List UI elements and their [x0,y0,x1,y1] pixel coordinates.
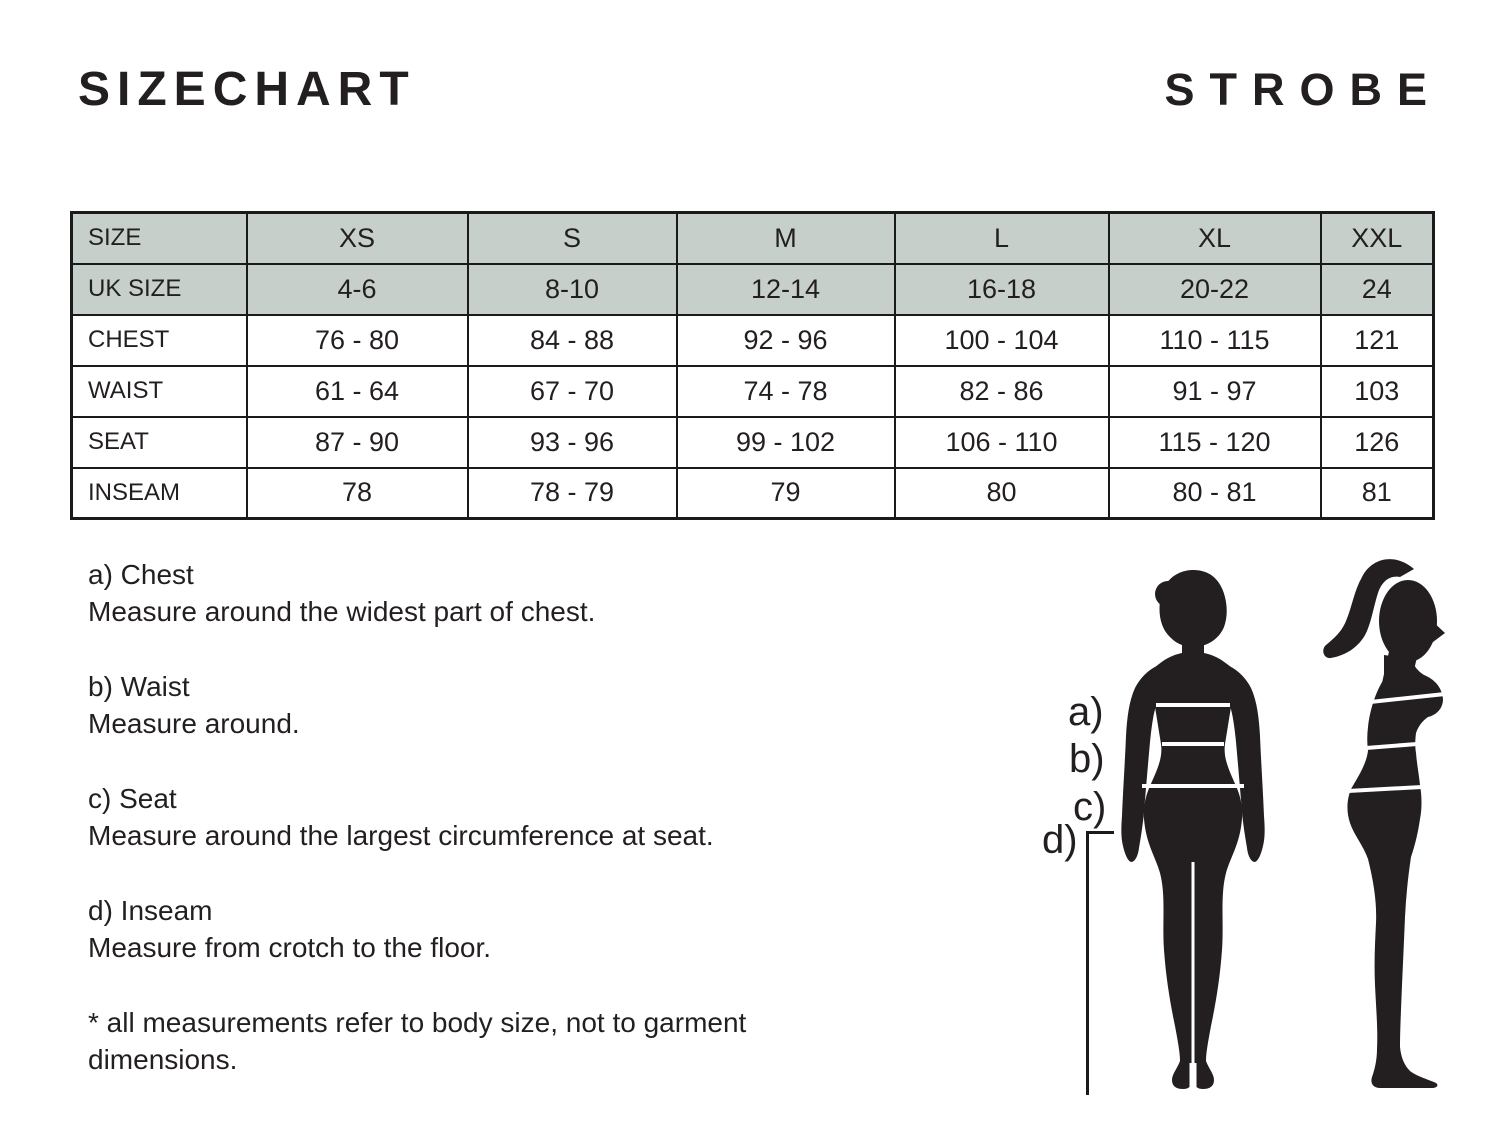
instruction-inseam [88,892,828,966]
figure-label-b: b) [1069,737,1105,781]
brand-logo: STROBE [1164,64,1442,115]
value-cell: 99 - 102 [677,417,895,468]
row-label-cell: CHEST [72,315,247,366]
page-title: SIZECHART [78,63,416,116]
value-cell: 121 [1321,315,1434,366]
value-cell: 126 [1321,417,1434,468]
value-cell: 8-10 [468,264,677,315]
instruction-body: Measure around the largest circumference at seat. [88,820,714,851]
value-cell: 87 - 90 [247,417,468,468]
value-cell: XS [247,213,468,264]
value-cell: 82 - 86 [895,366,1109,417]
instruction-waist [88,668,828,742]
value-cell: 76 - 80 [247,315,468,366]
table-row-seat [72,417,1434,468]
value-cell: 100 - 104 [895,315,1109,366]
size-table [70,211,1435,520]
value-cell: 93 - 96 [468,417,677,468]
table-row-chest [72,315,1434,366]
instruction-chest [88,556,828,630]
measuring-instructions [88,556,828,1078]
value-cell: 79 [677,468,895,519]
instruction-heading: d) Inseam [88,895,213,926]
value-cell: 20-22 [1109,264,1321,315]
value-cell: 106 - 110 [895,417,1109,468]
side-nose [1429,619,1445,645]
value-cell: 84 - 88 [468,315,677,366]
instruction-body: Measure from crotch to the floor. [88,932,492,963]
instruction-heading: c) Seat [88,783,177,814]
front-silhouette-icon [1118,566,1268,1096]
footnote: * all measurements refer to body size, not to garment dimensions. [88,1007,747,1075]
instruction-seat [88,780,828,854]
value-cell: 110 - 115 [1109,315,1321,366]
inseam-bracket-top [1086,831,1114,834]
value-cell: S [468,213,677,264]
inseam-bracket-line [1086,831,1089,1095]
figure-label-a: a) [1068,690,1104,734]
instruction-body: Measure around. [88,708,300,739]
side-silhouette-icon [1318,551,1478,1096]
value-cell: 81 [1321,468,1434,519]
value-cell: 4-6 [247,264,468,315]
value-cell: 103 [1321,366,1434,417]
value-cell: 91 - 97 [1109,366,1321,417]
row-label-cell: SIZE [72,213,247,264]
table-row-inseam [72,468,1434,519]
table-row-size [72,213,1434,264]
value-cell: 80 - 81 [1109,468,1321,519]
value-cell: 24 [1321,264,1434,315]
side-head [1379,580,1437,662]
instruction-heading: a) Chest [88,559,194,590]
value-cell: 78 [247,468,468,519]
value-cell: 92 - 96 [677,315,895,366]
value-cell: 78 - 79 [468,468,677,519]
value-cell: 12-14 [677,264,895,315]
instruction-body: Measure around the widest part of chest. [88,596,596,627]
value-cell: M [677,213,895,264]
table-row-uk-size [72,264,1434,315]
row-label-cell: SEAT [72,417,247,468]
instruction-heading: b) Waist [88,671,190,702]
row-label-cell: WAIST [72,366,247,417]
figure-label-c: c) [1073,785,1107,829]
value-cell: 67 - 70 [468,366,677,417]
value-cell: 80 [895,468,1109,519]
side-body [1347,655,1443,1088]
value-cell: 115 - 120 [1109,417,1321,468]
value-cell: L [895,213,1109,264]
value-cell: 74 - 78 [677,366,895,417]
row-label-cell: UK SIZE [72,264,247,315]
value-cell: 61 - 64 [247,366,468,417]
value-cell: 16-18 [895,264,1109,315]
value-cell: XXL [1321,213,1434,264]
table-row-waist [72,366,1434,417]
figure-label-d: d) [1042,818,1078,862]
value-cell: XL [1109,213,1321,264]
row-label-cell: INSEAM [72,468,247,519]
